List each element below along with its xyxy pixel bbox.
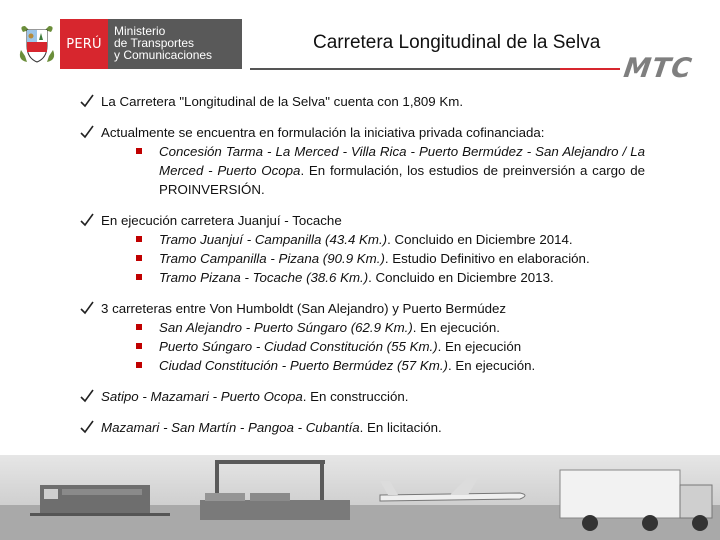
header-rule-accent [560, 68, 620, 70]
bullet-item [80, 92, 645, 111]
checkmark-icon [80, 211, 94, 229]
sub-item-rest: . En formulación, los estudios de preinversión a cargo de PROINVERSIÓN. [159, 163, 646, 197]
sub-item [101, 337, 645, 356]
logo-country: PERÚ [60, 19, 108, 69]
bullet-list [80, 92, 645, 449]
sub-item-italic: Tramo Campanilla - Pizana (90.9 Km.) [159, 251, 385, 266]
sub-item-rest: . Concluido en Diciembre 2014. [387, 232, 573, 247]
sub-item-rest: . Estudio Definitivo en elaboración. [384, 251, 590, 266]
square-bullet-icon [136, 343, 142, 349]
logo-line-2: de Transportes [114, 36, 195, 50]
bullet-text-italic: Satipo - Mazamari - Puerto Ocopa [101, 389, 303, 404]
port-crane-icon [200, 460, 350, 520]
bullet-text: 3 carreteras entre Von Humboldt (San Alejandro) y Puerto Bermúdez [101, 301, 507, 316]
checkmark-icon [80, 299, 94, 317]
sub-item-rest: . En ejecución [437, 339, 522, 354]
mtc-brand: MTC [621, 53, 695, 84]
ministry-logo [14, 19, 242, 69]
sub-list [101, 142, 645, 199]
sub-list [101, 318, 645, 375]
bullet-item [80, 211, 645, 287]
square-bullet-icon [136, 255, 142, 261]
sub-item-rest: . Concluido en Diciembre 2013. [368, 270, 554, 285]
bullet-text: La Carretera "Longitudinal de la Selva" cuenta con 1,809 Km. [101, 94, 464, 109]
train-icon [30, 485, 170, 516]
sub-item-rest: . En ejecución. [412, 320, 500, 335]
airplane-icon [380, 475, 525, 501]
slide-title: Carretera Longitudinal de la Selva [313, 32, 601, 53]
checkmark-icon [80, 123, 94, 141]
square-bullet-icon [136, 362, 142, 368]
sub-item-italic: Tramo Pizana - Tocache (38.6 Km.) [159, 270, 369, 285]
sub-item [101, 249, 645, 268]
bullet-text: En ejecución carretera Juanjuí - Tocache [101, 213, 342, 228]
sub-item-italic: Ciudad Constitución - Puerto Bermúdez (57 Km.) [159, 358, 448, 373]
square-bullet-icon [136, 324, 142, 330]
bullet-text-rest: . En licitación. [359, 420, 442, 435]
logo-line-1: Ministerio [114, 24, 166, 38]
sub-item-italic: Concesión Tarma - La Merced - Villa Rica - Puerto Bermúdez - San Alejandro / La Merced - Puerto Ocopa [159, 144, 645, 178]
sub-item [101, 318, 645, 337]
square-bullet-icon [136, 236, 142, 242]
bullet-text-rest: . En construcción. [302, 389, 409, 404]
sub-item-italic: Tramo Juanjuí - Campanilla (43.4 Km.) [159, 232, 388, 247]
sub-item-italic: Puerto Súngaro - Ciudad Constitución (55 Km.) [159, 339, 438, 354]
bullet-item [80, 387, 645, 406]
bullet-item [80, 418, 645, 437]
sub-item-italic: San Alejandro - Puerto Súngaro (62.9 Km.) [159, 320, 413, 335]
sub-item [101, 268, 645, 287]
bullet-item [80, 299, 645, 375]
square-bullet-icon [136, 274, 142, 280]
square-bullet-icon [136, 148, 142, 154]
checkmark-icon [80, 92, 94, 110]
bullet-item [80, 123, 645, 199]
sub-list [101, 230, 645, 287]
transport-photo-strip [0, 455, 720, 540]
logo-line-3: y Comunicaciones [114, 48, 213, 62]
sub-item [101, 142, 645, 199]
transport-collage-image [0, 455, 720, 540]
checkmark-icon [80, 418, 94, 436]
bullet-text: Actualmente se encuentra en formulación la iniciativa privada cofinanciada: [101, 125, 545, 140]
checkmark-icon [80, 387, 94, 405]
sub-item [101, 230, 645, 249]
sub-item-rest: . En ejecución. [447, 358, 536, 373]
peru-coat-of-arms-icon [14, 19, 60, 69]
sub-item [101, 356, 645, 375]
bullet-text-italic: Mazamari - San Martín - Pangoa - Cubantía [101, 420, 360, 435]
logo-ministry-name [108, 19, 242, 69]
